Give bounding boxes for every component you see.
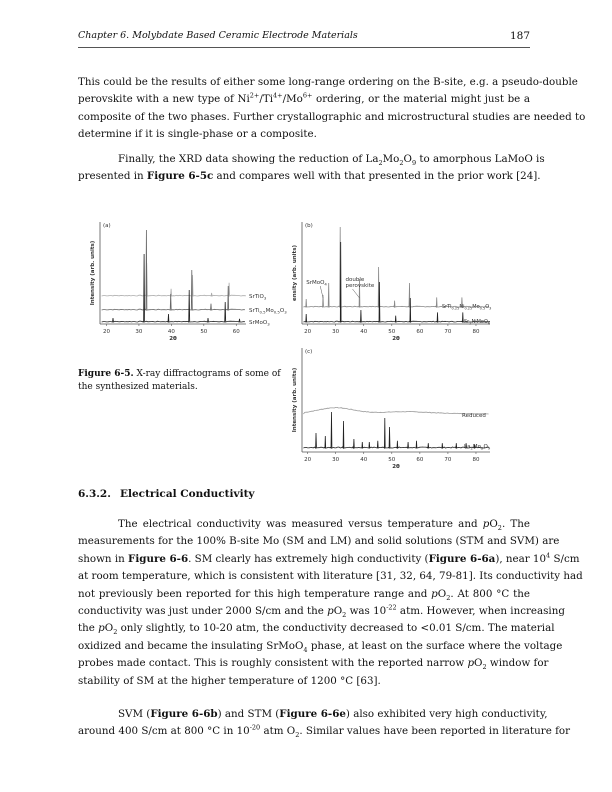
series-label-La2Mo2O9-part: La <box>464 444 471 450</box>
para1-line: determine if it is single-phase or a composite. <box>78 128 317 141</box>
para3-line <box>78 568 583 585</box>
para1-seg: 6+ <box>302 91 313 100</box>
x-tick-label-a: 40 <box>167 329 175 335</box>
series-label-La2Mo2O9-part: 9 <box>487 445 491 451</box>
para3-seg: . At 800 °C the <box>450 587 530 600</box>
para4-seg: -20 <box>249 723 261 732</box>
paragraph-conductivity <box>78 516 583 690</box>
series-line-SrTiO3 <box>102 263 246 296</box>
series-label-SrTi0.25Ni0.25Mo0.5O3-part: Ni <box>459 304 465 310</box>
para4-seg: 2 <box>295 731 300 740</box>
page-number: 187 <box>509 30 530 42</box>
x-axis-label-c: 2θ <box>392 464 400 470</box>
para3-seg: phase, at least on the surface where the voltage <box>307 639 563 652</box>
x-tick-label-b: 30 <box>332 329 340 335</box>
series-label-SrTiO3-part: 3 <box>263 295 267 301</box>
para3-seg: O <box>437 587 447 600</box>
para4-seg: . Similar values have been reported in literature for <box>299 725 570 738</box>
para3-seg: S/cm <box>550 552 580 565</box>
series-label-SrTi0.25Ni0.25Mo0.5O3-part: Mo <box>472 304 480 310</box>
series-label-SrTi0.25Ni0.25Mo0.5O3-part: 3 <box>489 306 492 311</box>
para4-seg: Figure 6-6e <box>279 708 346 720</box>
para3-seg: p <box>482 518 490 530</box>
annotation-srmoo4-part: 4 <box>324 281 327 287</box>
x-tick-label-c: 70 <box>444 457 452 463</box>
para1-seg: 4+ <box>273 91 283 100</box>
x-tick-label-c: 20 <box>304 457 312 463</box>
para3-line <box>78 551 580 568</box>
series-label-SrTiO3-part: SrTiO <box>249 294 264 300</box>
x-tick-label-c: 40 <box>360 457 368 463</box>
para1-seg: /Mo <box>282 93 303 106</box>
para3-seg: O <box>333 605 343 618</box>
x-tick-label-b: 40 <box>360 329 368 335</box>
caption-label: Figure 6-5. <box>78 369 134 379</box>
section-title: Electrical Conductivity <box>120 488 255 500</box>
series-label-Sr2NiMoO6-part: 2 <box>469 321 472 326</box>
para3-seg: O <box>104 622 114 635</box>
para3-seg: p <box>98 622 105 635</box>
para3-seg: . SM clearly has extremely high conductivity ( <box>188 552 429 565</box>
series-label-SrTi0.5Mo0.5O3-part: 0.5 <box>259 309 266 315</box>
para3-line <box>78 533 560 550</box>
para3-line <box>78 586 530 603</box>
para4-line <box>78 723 570 740</box>
para3-seg: 2 <box>342 611 347 620</box>
para1-line: This could be the results of either some long-range ordering on the B-site, e.g. a pseudo-double <box>78 76 578 88</box>
annotation-srmoo4 <box>306 280 327 287</box>
para2-seg: 9 <box>411 159 417 168</box>
para3-seg: -22 <box>386 603 397 612</box>
x-tick-label-a: 20 <box>102 329 110 335</box>
xrd-chart-c <box>290 342 532 472</box>
para3-seg: p <box>467 657 475 670</box>
y-axis-label-c: Intensity (arb. units) <box>292 367 298 433</box>
para3-seg: stability of SM at the higher temperature of 1200 °C [63]. <box>78 674 381 687</box>
page-header <box>78 30 530 50</box>
x-axis-label-b: 2θ <box>392 336 400 342</box>
x-tick-label-b: 50 <box>388 329 396 335</box>
series-label-SrTi0.5Mo0.5O3-part: 3 <box>284 309 287 315</box>
x-tick-label-b: 20 <box>304 329 312 335</box>
series-line-SrTi0.25Ni0.25Mo0.5O3 <box>303 227 489 307</box>
x-tick-label-c: 50 <box>388 457 396 463</box>
caption-text: X-ray diffractograms of some of the synthesized materials. <box>78 369 281 392</box>
para1-seg: ordering, or the material might just be a <box>312 93 530 106</box>
para3-seg: p <box>431 587 438 600</box>
para3-seg: 2 <box>446 593 451 602</box>
para2-seg: 2 <box>378 159 383 168</box>
para1-seg: perovskite with a new type of Ni <box>78 93 250 106</box>
para3-seg: p <box>327 605 334 618</box>
para3-seg: O <box>489 518 498 530</box>
para4-seg: Figure 6-6b <box>150 708 218 720</box>
panel-label-c: (c) <box>305 349 313 355</box>
series-label-La2Mo2O9-part: Mo <box>472 444 482 450</box>
paragraph-svm-stm <box>78 706 570 741</box>
annotation-double: double <box>345 277 365 283</box>
x-tick-label-b: 60 <box>416 329 424 335</box>
para1-seg: 2+ <box>249 91 260 100</box>
series-label-SrTi0.25Ni0.25Mo0.5O3 <box>442 304 491 311</box>
para3-seg: at room temperature, which is consistent with literature [31, 32, 64, 79-81]. Its conductivity had <box>78 570 583 583</box>
para3-seg: was 10 <box>346 605 387 618</box>
para4-line <box>78 706 548 723</box>
series-label-SrTi0.5Mo0.5O3-part: SrTi <box>249 308 260 314</box>
series-label-Sr2NiMoO6 <box>464 319 490 326</box>
para3-seg: window for <box>486 657 549 670</box>
series-line-Sr2NiMoO6 <box>303 242 490 322</box>
x-tick-label-b: 80 <box>472 329 480 335</box>
series-label-SrMoO3 <box>249 320 270 327</box>
annotation-double-arrow <box>353 289 360 298</box>
series-label-SrMoO3-part: SrMoO <box>249 320 268 326</box>
section-heading <box>78 488 255 500</box>
chapter-title: Chapter 6. Molybdate Based Ceramic Electrode Materials <box>78 30 358 41</box>
para1-line: composite of the two phases. Further crystallographic and microstructural studies are needed to <box>78 110 586 123</box>
section-number: 6.3.2. <box>78 488 111 500</box>
para3-line <box>78 516 530 533</box>
para2-seg: O <box>403 153 412 165</box>
para3-seg: not previously been reported for this high temperature range and <box>78 587 432 600</box>
y-axis-label-a: Intensity (arb. units) <box>90 240 96 306</box>
series-label-SrTi0.25Ni0.25Mo0.5O3-part: O <box>485 304 490 310</box>
para4-seg: SVM ( <box>118 708 151 720</box>
x-tick-label-a: 60 <box>232 329 240 335</box>
series-label-SrTi0.25Ni0.25Mo0.5O3-part: SrTi <box>442 304 452 310</box>
paragraph-xrd-reduction <box>78 151 545 186</box>
para3-seg: conductivity was just under 2000 S/cm and the <box>78 605 328 618</box>
para3-seg: ), near 10 <box>495 552 547 565</box>
para4-seg: around 400 S/cm at 800 °C in 10 <box>78 725 250 738</box>
para3-seg: oxidized and became the insulating SrMoO <box>78 639 304 652</box>
series-label-SrMoO3-part: 3 <box>267 321 270 327</box>
para3-seg: probes made contact. This is roughly consistent with the reported narrow <box>78 657 468 670</box>
para3-seg: 4 <box>546 551 551 560</box>
series-label-La2Mo2O9 <box>464 444 491 451</box>
paragraph-ordering <box>78 74 586 144</box>
figure-ref[interactable]: Figure 6-5c <box>146 170 214 183</box>
series-label-Reduced <box>462 413 486 419</box>
para3-seg: Figure 6-6a <box>428 552 496 565</box>
annotation-srmoo4-part: SrMoO <box>306 280 325 286</box>
para3-line <box>78 638 563 655</box>
para4-seg: ) and STM ( <box>217 708 280 720</box>
series-label-La2Mo2O9-part: 2 <box>470 445 473 451</box>
series-label-SrTi0.5Mo0.5O3-part: 0.5 <box>273 309 280 315</box>
series-label-La2Mo2O9-part: O <box>483 444 488 450</box>
para2-seg: Mo <box>382 153 400 165</box>
series-label-SrTiO3 <box>249 294 267 301</box>
figure-caption <box>78 368 293 394</box>
annotation-perovskite: perovskite <box>345 283 375 289</box>
series-label-SrTi0.25Ni0.25Mo0.5O3-part: 0.25 <box>451 306 460 311</box>
para3-seg: 4 <box>303 645 308 654</box>
annotation-srmoo4-arrow <box>320 286 323 298</box>
para3-line <box>78 673 530 690</box>
x-tick-label-c: 30 <box>332 457 340 463</box>
para3-line <box>78 655 549 672</box>
para3-seg: The electrical conductivity was measured versus temperature and <box>118 518 483 530</box>
series-label-SrTi0.5Mo0.5O3-part: O <box>279 308 285 314</box>
series-label-SrTi0.25Ni0.25Mo0.5O3-part: 0.5 <box>479 306 486 311</box>
para2-seg: 2 <box>399 159 404 168</box>
para2-line1 <box>78 151 545 168</box>
para1-seg: /Ti <box>259 93 274 106</box>
xrd-chart-b <box>290 218 532 344</box>
para2-seg: Finally, the XRD data showing the reduction of La <box>118 153 379 165</box>
x-tick-label-a: 30 <box>135 329 143 335</box>
x-tick-label-c: 60 <box>416 457 424 463</box>
panel-label-a: (a) <box>103 223 111 229</box>
para4-seg: ) also exhibited very high conductivity, <box>345 708 548 720</box>
panel-label-b: (b) <box>305 223 313 229</box>
series-label-SrTi0.25Ni0.25Mo0.5O3-part: 0.25 <box>464 306 473 311</box>
para3-seg: only slightly, to 10-20 atm, the conductivity decreased to <0.01 S/cm. The material <box>117 622 555 635</box>
series-line-SrMoO3 <box>102 254 245 322</box>
y-axis-label-b: ensity (arb. units) <box>292 245 298 301</box>
x-axis-label-a: 2θ <box>169 336 177 342</box>
para3-seg: measurements for the 100% B-site Mo (SM and LM) and solid solutions (STM and SVM) are <box>78 535 560 548</box>
para3-seg: 2 <box>482 663 487 672</box>
x-tick-label-b: 70 <box>444 329 452 335</box>
para3-seg: . The <box>501 518 531 530</box>
para3-seg: 2 <box>113 628 118 637</box>
header-rule <box>78 47 530 48</box>
para2-seg: to amorphous LaMoO is <box>416 153 545 165</box>
para1-line <box>78 91 530 108</box>
para3-seg: O <box>474 657 483 670</box>
para3-seg: Figure 6-6 <box>128 552 189 565</box>
x-tick-label-c: 80 <box>472 457 480 463</box>
series-line-SrTi0.5Mo0.5O3 <box>102 230 245 310</box>
series-label-Sr2NiMoO6-part: NiMoO <box>471 319 488 325</box>
para2-line2: presented in Figure 6-5c and compares well with that presented in the prior work [24]. <box>78 170 541 183</box>
para3-line <box>78 603 565 620</box>
series-label-Sr2NiMoO6-part: 6 <box>487 321 491 326</box>
para4-seg: atm O <box>260 725 296 738</box>
para3-seg: atm. However, when increasing <box>396 605 565 618</box>
series-label-La2Mo2O9-part: 2 <box>481 445 484 451</box>
xrd-chart-a <box>88 218 290 344</box>
para3-line <box>78 620 555 637</box>
x-tick-label-a: 50 <box>200 329 208 335</box>
series-label-SrTi0.5Mo0.5O3 <box>249 308 287 315</box>
series-label-SrTi0.5Mo0.5O3-part: Mo <box>265 308 274 314</box>
para3-seg: 2 <box>497 524 502 533</box>
series-label-Sr2NiMoO6-part: Sr <box>464 319 470 325</box>
para3-seg: the <box>78 622 99 635</box>
para3-seg: shown in <box>78 552 129 565</box>
series-label-Reduced-part: Reduced <box>462 413 486 419</box>
